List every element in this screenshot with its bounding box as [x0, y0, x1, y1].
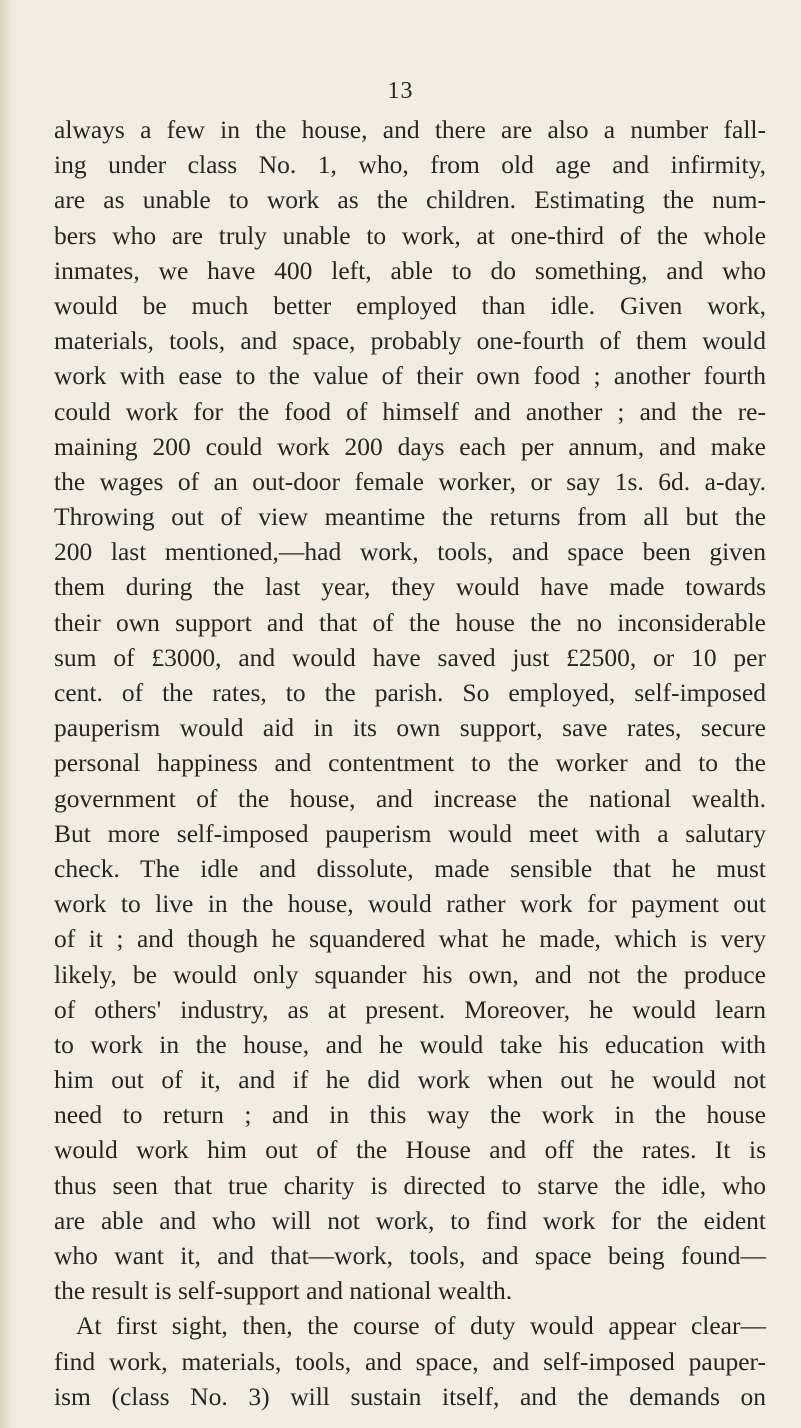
text-line: are as unable to work as the children. Estimating the num-: [54, 185, 766, 215]
text-line: ing under class No. 1, who, from old age and infirmity,: [54, 150, 766, 180]
body-text: [54, 112, 766, 1414]
text-line: materials, tools, and space, probably one-fourth of them would: [54, 326, 766, 356]
text-line: the wages of an out-door female worker, or say 1s. 6d. a-day.: [54, 466, 766, 496]
text-line: of it ; and though he squandered what he made, which is very: [54, 924, 766, 954]
text-line: who want it, and that—work, tools, and space being found—: [54, 1241, 766, 1270]
paragraph-1: [54, 112, 766, 1308]
text-line: cent. of the rates, to the parish. So employed, self-imposed: [54, 678, 766, 707]
text-line: would work him out of the House and off the rates. It is: [54, 1135, 766, 1165]
text-line: check. The idle and dissolute, made sensible that he must: [54, 853, 766, 883]
text-line: government of the house, and increase the national wealth.: [54, 783, 766, 813]
text-line: thus seen that true charity is directed to starve the idle, who: [54, 1170, 766, 1200]
text-line: inmates, we have 400 left, able to do something, and who: [54, 255, 766, 285]
page-number: 13: [387, 78, 414, 104]
paragraph-2: [54, 1308, 766, 1414]
text-line: the result is self-support and national wealth.: [54, 1276, 513, 1306]
text-line: sum of £3000, and would have saved just £2500, or 10 per: [54, 642, 766, 672]
text-line: him out of it, and if he did work when out he would not: [54, 1065, 766, 1095]
text-line: could work for the food of himself and another ; and the re-: [54, 396, 766, 426]
text-line: work with ease to the value of their own food ; another fourth: [54, 361, 766, 391]
page-spine-shadow: [0, 0, 14, 1428]
text-line: find work, materials, tools, and space, and self-imposed pauper-: [54, 1346, 766, 1376]
text-line: 200 last mentioned,—had work, tools, and space been given: [54, 537, 766, 567]
text-line: pauperism would aid in its own support, save rates, secure: [54, 713, 766, 743]
text-line: their own support and that of the house the no inconsiderable: [54, 607, 766, 637]
text-line: likely, be would only squander his own, and not the produce: [54, 959, 766, 989]
text-line: need to return ; and in this way the work in the house: [54, 1100, 766, 1130]
text-line: At first sight, then, the course of duty would appear clear—: [76, 1311, 766, 1341]
text-line: to work in the house, and he would take his education with: [54, 1029, 766, 1059]
text-line: of others' industry, as at present. Moreover, he would learn: [54, 994, 766, 1024]
text-line: are able and who will not work, to find work for the eident: [54, 1205, 766, 1235]
text-line: ism (class No. 3) will sustain itself, and the demands on: [54, 1381, 766, 1411]
text-line: always a few in the house, and there are also a number fall-: [54, 115, 766, 144]
text-line: would be much better employed than idle. Given work,: [54, 290, 766, 320]
text-line: bers who are truly unable to work, at one-third of the whole: [54, 220, 766, 250]
text-line: them during the last year, they would have made towards: [54, 572, 766, 602]
text-line: personal happiness and contentment to the worker and to the: [54, 748, 766, 778]
text-line: maining 200 could work 200 days each per annum, and make: [54, 431, 766, 461]
text-line: Throwing out of view meantime the returns from all but the: [54, 502, 766, 532]
text-line: But more self-imposed pauperism would meet with a salutary: [54, 818, 766, 848]
text-line: work to live in the house, would rather work for payment out: [54, 889, 766, 919]
